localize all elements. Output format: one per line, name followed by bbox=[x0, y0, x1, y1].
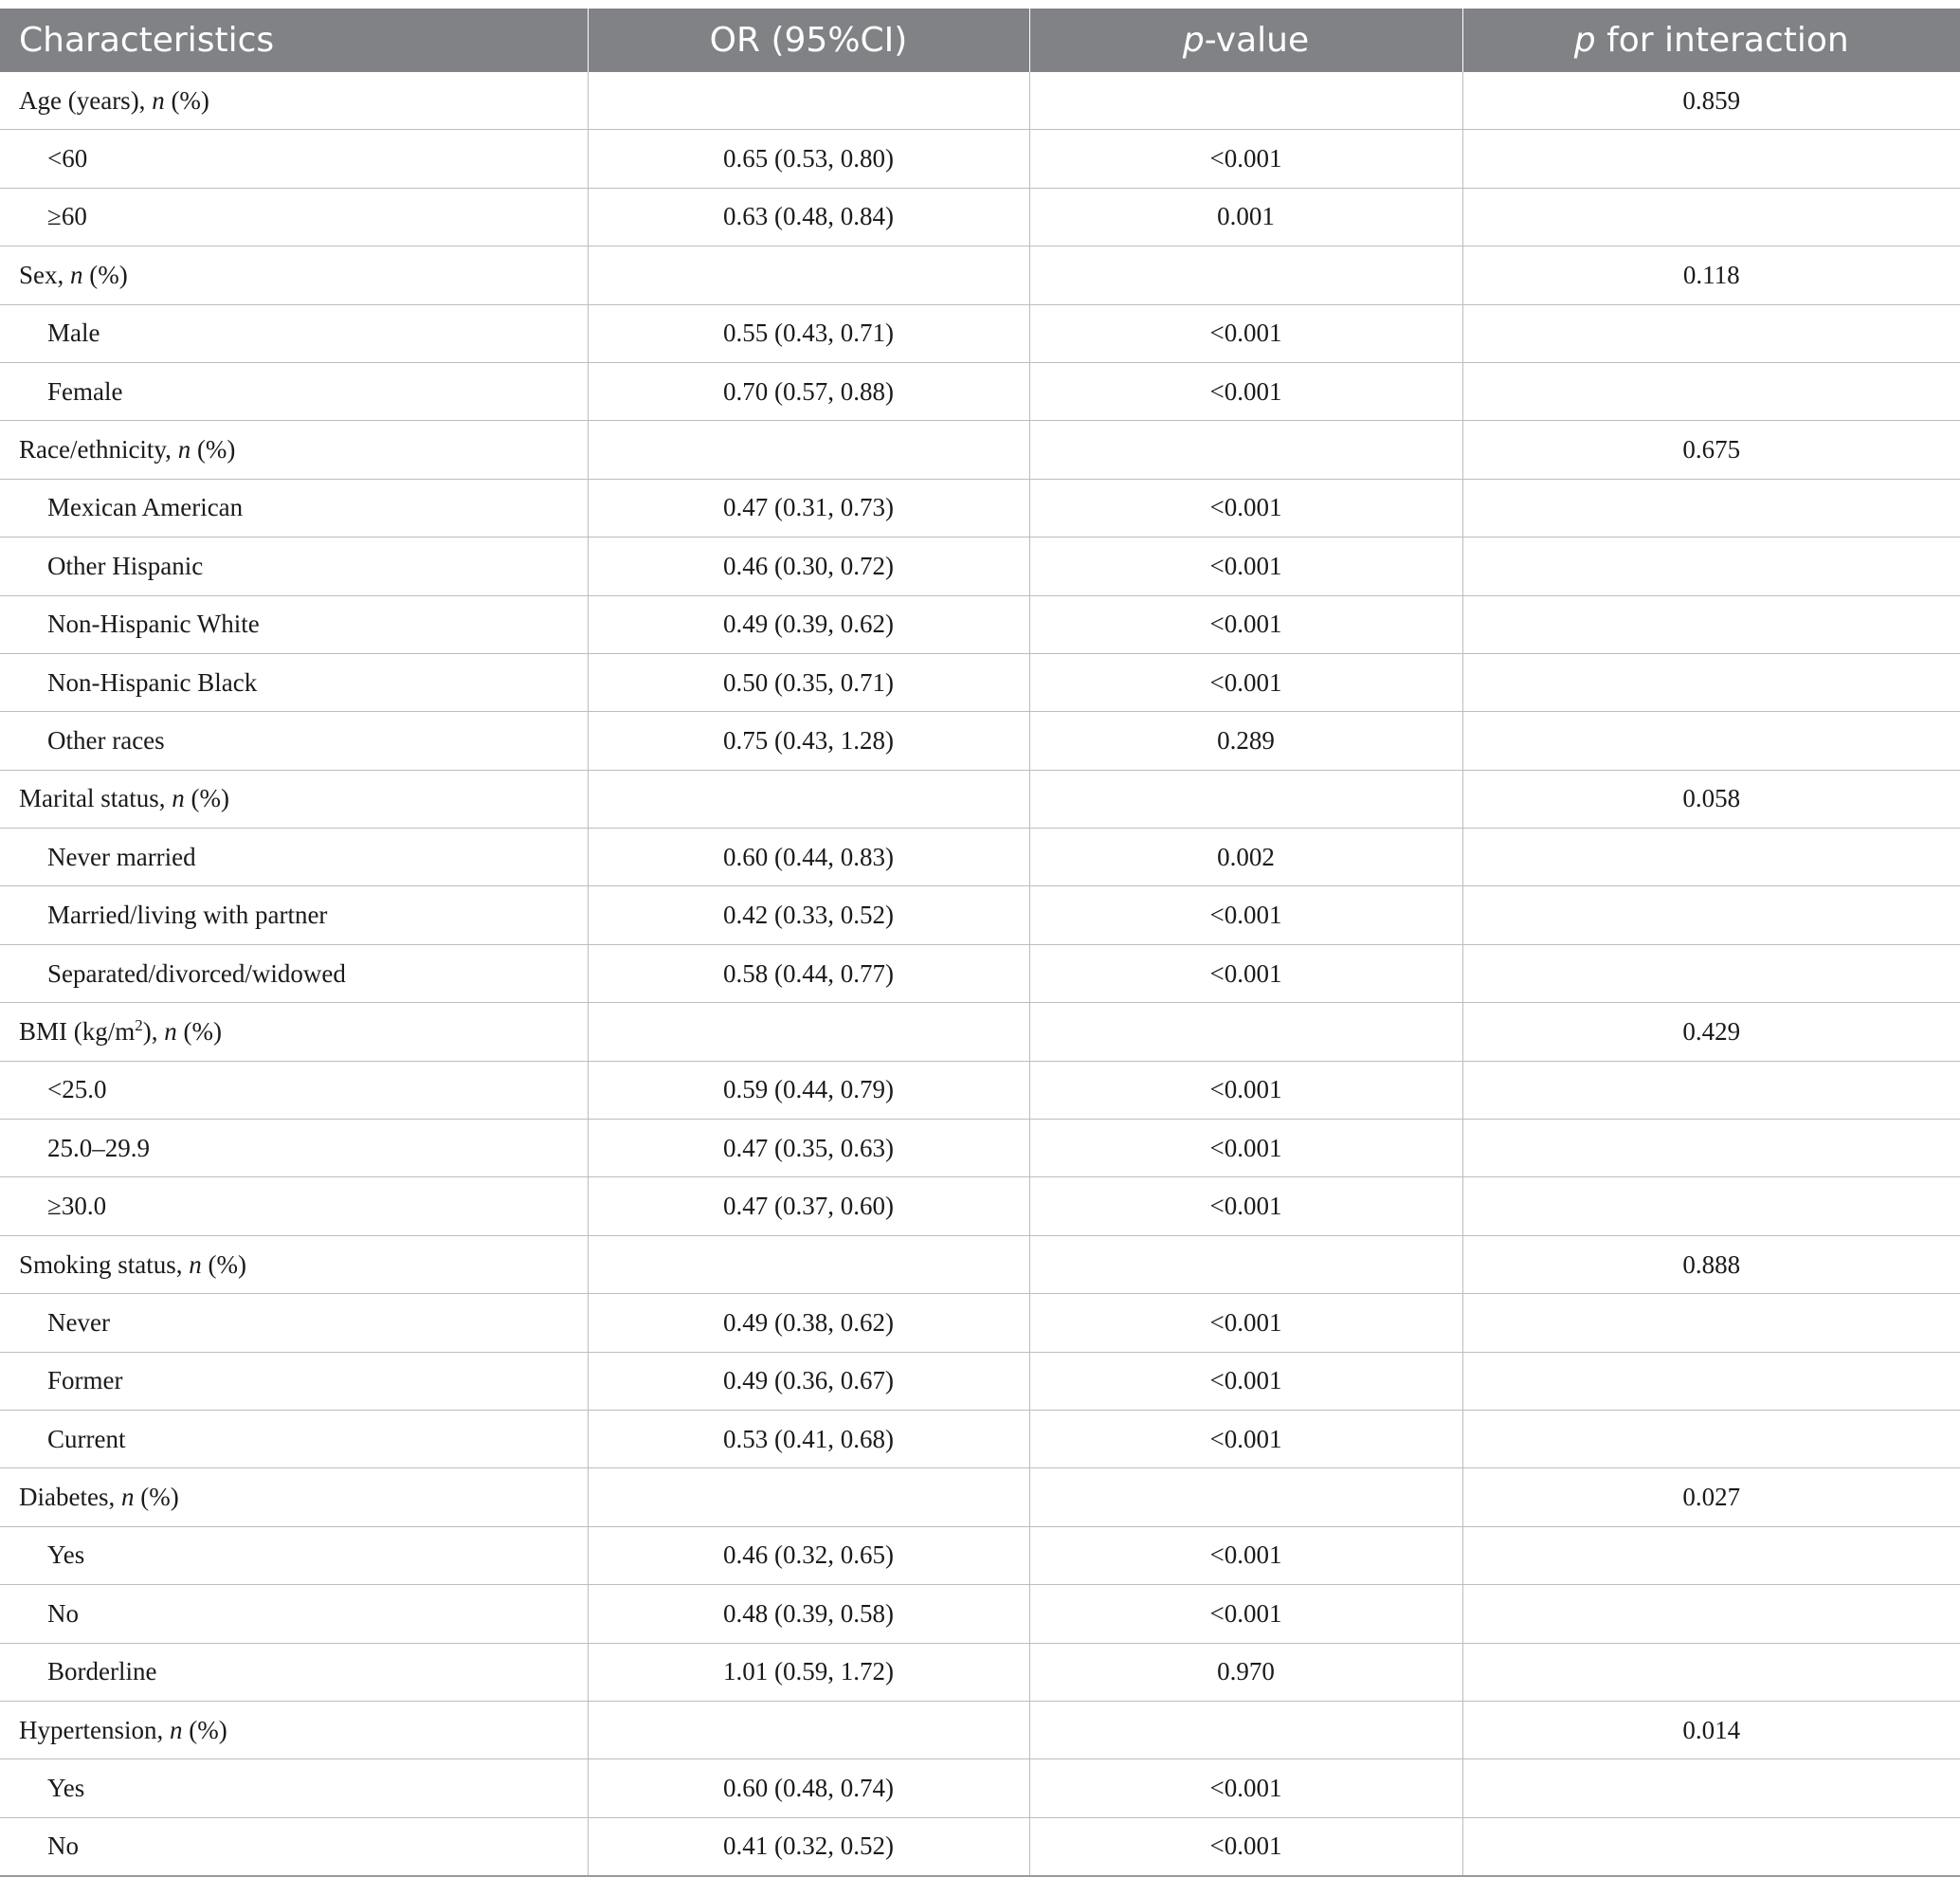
table-header-row bbox=[0, 9, 1960, 72]
cell-p-interaction bbox=[1462, 595, 1960, 653]
characteristic-label: Non-Hispanic Black bbox=[47, 667, 258, 697]
cell-p-value: <0.001 bbox=[1029, 1759, 1462, 1817]
table-group-row bbox=[0, 246, 1960, 304]
cell-or: 0.47 (0.31, 0.73) bbox=[588, 479, 1029, 537]
characteristic-label: Smoking status, bbox=[19, 1249, 190, 1279]
table-row bbox=[0, 595, 1960, 653]
cell-characteristic bbox=[0, 1585, 588, 1643]
cell-p-interaction bbox=[1462, 1526, 1960, 1584]
cell-characteristic bbox=[0, 246, 588, 304]
cell-characteristic bbox=[0, 1817, 588, 1876]
characteristic-label: Race/ethnicity, bbox=[19, 435, 178, 465]
percent-symbol: (%) bbox=[184, 784, 229, 813]
characteristic-label: Hypertension, bbox=[19, 1715, 170, 1744]
cell-p-value bbox=[1029, 1468, 1462, 1526]
table-body bbox=[0, 72, 1960, 1876]
cell-characteristic bbox=[0, 188, 588, 246]
n-symbol: n bbox=[120, 1483, 135, 1512]
cell-p-value: <0.001 bbox=[1029, 1352, 1462, 1410]
results-table-container bbox=[0, 9, 1960, 1877]
cell-characteristic bbox=[0, 130, 588, 188]
cell-p-interaction bbox=[1462, 653, 1960, 711]
cell-p-interaction: 0.888 bbox=[1462, 1235, 1960, 1293]
cell-p-value: <0.001 bbox=[1029, 362, 1462, 420]
table-row bbox=[0, 362, 1960, 420]
cell-p-interaction bbox=[1462, 362, 1960, 420]
cell-p-interaction bbox=[1462, 1410, 1960, 1467]
cell-p-interaction bbox=[1462, 304, 1960, 362]
cell-p-interaction bbox=[1462, 1120, 1960, 1177]
percent-symbol: (%) bbox=[164, 85, 209, 115]
characteristic-label: No bbox=[47, 1831, 79, 1861]
header-characteristics: Characteristics bbox=[0, 9, 588, 72]
cell-characteristic bbox=[0, 712, 588, 770]
cell-p-value: <0.001 bbox=[1029, 595, 1462, 653]
cell-or: 0.49 (0.38, 0.62) bbox=[588, 1294, 1029, 1352]
n-symbol: n bbox=[189, 1249, 202, 1279]
cell-or bbox=[588, 421, 1029, 479]
cell-p-interaction bbox=[1462, 1817, 1960, 1876]
table-row bbox=[0, 1585, 1960, 1643]
cell-or: 0.58 (0.44, 0.77) bbox=[588, 944, 1029, 1002]
cell-p-interaction bbox=[1462, 712, 1960, 770]
cell-p-value bbox=[1029, 1003, 1462, 1061]
characteristic-label: BMI (kg/m bbox=[19, 1016, 136, 1046]
cell-p-value: <0.001 bbox=[1029, 1410, 1462, 1467]
percent-symbol: (%) bbox=[176, 1016, 222, 1046]
cell-p-interaction bbox=[1462, 1643, 1960, 1701]
superscript: 2 bbox=[135, 1015, 143, 1034]
cell-p-value: 0.002 bbox=[1029, 829, 1462, 886]
cell-characteristic bbox=[0, 886, 588, 944]
cell-p-value bbox=[1029, 1701, 1462, 1758]
cell-p-interaction bbox=[1462, 130, 1960, 188]
cell-p-interaction bbox=[1462, 1352, 1960, 1410]
cell-p-interaction bbox=[1462, 1061, 1960, 1119]
cell-p-value: 0.289 bbox=[1029, 712, 1462, 770]
cell-or: 0.70 (0.57, 0.88) bbox=[588, 362, 1029, 420]
cell-p-value: <0.001 bbox=[1029, 944, 1462, 1002]
cell-p-interaction: 0.675 bbox=[1462, 421, 1960, 479]
table-row bbox=[0, 653, 1960, 711]
cell-characteristic bbox=[0, 421, 588, 479]
table-row bbox=[0, 1643, 1960, 1701]
characteristic-label: Yes bbox=[47, 1774, 85, 1803]
characteristic-label: Never married bbox=[47, 842, 196, 871]
characteristic-label: Male bbox=[47, 319, 100, 348]
table-row bbox=[0, 1352, 1960, 1410]
cell-or: 0.47 (0.35, 0.63) bbox=[588, 1120, 1029, 1177]
characteristic-label: ≥30.0 bbox=[47, 1192, 107, 1221]
cell-or bbox=[588, 1003, 1029, 1061]
cell-characteristic bbox=[0, 479, 588, 537]
cell-p-value: <0.001 bbox=[1029, 1120, 1462, 1177]
characteristic-label: Age (years), bbox=[19, 85, 153, 115]
table-row bbox=[0, 829, 1960, 886]
table-row bbox=[0, 1410, 1960, 1467]
percent-symbol: (%) bbox=[134, 1483, 179, 1512]
cell-p-interaction: 0.859 bbox=[1462, 72, 1960, 130]
cell-characteristic bbox=[0, 1643, 588, 1701]
cell-p-interaction bbox=[1462, 538, 1960, 595]
characteristic-label: Non-Hispanic White bbox=[47, 610, 260, 639]
characteristic-label: Never bbox=[47, 1307, 110, 1337]
header-p-symbol: p bbox=[1182, 21, 1205, 60]
cell-p-interaction: 0.058 bbox=[1462, 770, 1960, 828]
characteristic-label: Female bbox=[47, 376, 123, 406]
cell-p-value: <0.001 bbox=[1029, 1294, 1462, 1352]
table-row bbox=[0, 1294, 1960, 1352]
cell-characteristic bbox=[0, 1294, 588, 1352]
n-symbol: n bbox=[169, 1715, 183, 1744]
cell-or: 0.65 (0.53, 0.80) bbox=[588, 130, 1029, 188]
cell-p-value: 0.970 bbox=[1029, 1643, 1462, 1701]
cell-or bbox=[588, 1235, 1029, 1293]
table-row bbox=[0, 1177, 1960, 1235]
table-group-row bbox=[0, 1701, 1960, 1758]
cell-p-interaction: 0.429 bbox=[1462, 1003, 1960, 1061]
cell-characteristic bbox=[0, 770, 588, 828]
cell-p-interaction bbox=[1462, 1177, 1960, 1235]
characteristic-label: Current bbox=[47, 1424, 126, 1453]
cell-p-interaction bbox=[1462, 1759, 1960, 1817]
cell-or: 0.63 (0.48, 0.84) bbox=[588, 188, 1029, 246]
n-symbol: n bbox=[70, 260, 83, 289]
cell-or bbox=[588, 72, 1029, 130]
table-group-row bbox=[0, 1468, 1960, 1526]
characteristic-label: Separated/divorced/widowed bbox=[47, 958, 346, 988]
cell-or: 0.47 (0.37, 0.60) bbox=[588, 1177, 1029, 1235]
cell-or bbox=[588, 770, 1029, 828]
subgroup-analysis-table bbox=[0, 9, 1960, 1877]
cell-p-value: <0.001 bbox=[1029, 886, 1462, 944]
table-row bbox=[0, 538, 1960, 595]
header-pint-symbol: p bbox=[1573, 21, 1596, 60]
cell-characteristic bbox=[0, 944, 588, 1002]
cell-or: 0.42 (0.33, 0.52) bbox=[588, 886, 1029, 944]
cell-or: 0.49 (0.39, 0.62) bbox=[588, 595, 1029, 653]
characteristic-label: <25.0 bbox=[47, 1075, 107, 1104]
characteristic-label: ≥60 bbox=[47, 202, 87, 231]
cell-p-interaction bbox=[1462, 1294, 1960, 1352]
header-p-value bbox=[1029, 9, 1462, 72]
n-symbol: n bbox=[152, 85, 165, 115]
header-or: OR (95%CI) bbox=[588, 9, 1029, 72]
cell-characteristic bbox=[0, 1352, 588, 1410]
cell-or bbox=[588, 246, 1029, 304]
table-row bbox=[0, 479, 1960, 537]
cell-characteristic bbox=[0, 1061, 588, 1119]
cell-or: 0.60 (0.48, 0.74) bbox=[588, 1759, 1029, 1817]
table-group-row bbox=[0, 1235, 1960, 1293]
cell-or: 0.53 (0.41, 0.68) bbox=[588, 1410, 1029, 1467]
cell-characteristic bbox=[0, 362, 588, 420]
characteristic-label-suffix: ), bbox=[142, 1016, 165, 1046]
characteristic-label: Married/living with partner bbox=[47, 901, 328, 930]
cell-characteristic bbox=[0, 72, 588, 130]
table-row bbox=[0, 886, 1960, 944]
cell-or: 0.75 (0.43, 1.28) bbox=[588, 712, 1029, 770]
cell-p-value: <0.001 bbox=[1029, 1585, 1462, 1643]
cell-characteristic bbox=[0, 1526, 588, 1584]
cell-p-value: <0.001 bbox=[1029, 479, 1462, 537]
table-row bbox=[0, 1759, 1960, 1817]
cell-or bbox=[588, 1468, 1029, 1526]
table-row bbox=[0, 1526, 1960, 1584]
table-row bbox=[0, 130, 1960, 188]
cell-or: 0.50 (0.35, 0.71) bbox=[588, 653, 1029, 711]
characteristic-label: No bbox=[47, 1598, 79, 1628]
cell-or: 0.48 (0.39, 0.58) bbox=[588, 1585, 1029, 1643]
table-group-row bbox=[0, 770, 1960, 828]
cell-p-value: <0.001 bbox=[1029, 130, 1462, 188]
percent-symbol: (%) bbox=[201, 1249, 247, 1279]
cell-characteristic bbox=[0, 1759, 588, 1817]
cell-p-interaction: 0.027 bbox=[1462, 1468, 1960, 1526]
cell-characteristic bbox=[0, 1468, 588, 1526]
cell-p-interaction bbox=[1462, 829, 1960, 886]
characteristic-label: Marital status, bbox=[19, 784, 172, 813]
table-row bbox=[0, 944, 1960, 1002]
cell-characteristic bbox=[0, 304, 588, 362]
cell-or: 0.55 (0.43, 0.71) bbox=[588, 304, 1029, 362]
characteristic-label: Diabetes, bbox=[19, 1483, 121, 1512]
cell-characteristic bbox=[0, 1120, 588, 1177]
cell-p-value bbox=[1029, 770, 1462, 828]
table-row bbox=[0, 1817, 1960, 1876]
table-row bbox=[0, 712, 1960, 770]
cell-characteristic bbox=[0, 829, 588, 886]
cell-p-value: <0.001 bbox=[1029, 1177, 1462, 1235]
header-p-interaction bbox=[1462, 9, 1960, 72]
cell-or: 0.60 (0.44, 0.83) bbox=[588, 829, 1029, 886]
header-pint-suffix: for interaction bbox=[1595, 21, 1849, 60]
cell-characteristic bbox=[0, 1701, 588, 1758]
cell-characteristic bbox=[0, 1410, 588, 1467]
cell-p-value bbox=[1029, 72, 1462, 130]
cell-p-value bbox=[1029, 1235, 1462, 1293]
cell-p-interaction bbox=[1462, 479, 1960, 537]
cell-p-value: <0.001 bbox=[1029, 1817, 1462, 1876]
cell-p-interaction: 0.118 bbox=[1462, 246, 1960, 304]
cell-p-interaction: 0.014 bbox=[1462, 1701, 1960, 1758]
characteristic-label: <60 bbox=[47, 144, 88, 173]
cell-or: 1.01 (0.59, 1.72) bbox=[588, 1643, 1029, 1701]
cell-characteristic bbox=[0, 653, 588, 711]
n-symbol: n bbox=[172, 784, 185, 813]
cell-p-interaction bbox=[1462, 944, 1960, 1002]
cell-or: 0.41 (0.32, 0.52) bbox=[588, 1817, 1029, 1876]
table-row bbox=[0, 188, 1960, 246]
cell-characteristic bbox=[0, 1235, 588, 1293]
characteristic-label: Former bbox=[47, 1366, 123, 1395]
table-row bbox=[0, 1120, 1960, 1177]
percent-symbol: (%) bbox=[191, 435, 236, 465]
cell-or: 0.46 (0.32, 0.65) bbox=[588, 1526, 1029, 1584]
cell-or bbox=[588, 1701, 1029, 1758]
cell-or: 0.49 (0.36, 0.67) bbox=[588, 1352, 1029, 1410]
cell-p-interaction bbox=[1462, 886, 1960, 944]
characteristic-label: Other Hispanic bbox=[47, 551, 204, 580]
cell-characteristic bbox=[0, 1177, 588, 1235]
percent-symbol: (%) bbox=[182, 1715, 227, 1744]
n-symbol: n bbox=[164, 1016, 177, 1046]
percent-symbol: (%) bbox=[82, 260, 128, 289]
characteristic-label: Mexican American bbox=[47, 493, 244, 522]
cell-p-value: <0.001 bbox=[1029, 653, 1462, 711]
cell-or: 0.46 (0.30, 0.72) bbox=[588, 538, 1029, 595]
characteristic-label: Other races bbox=[47, 725, 165, 755]
table-row bbox=[0, 304, 1960, 362]
table-group-row bbox=[0, 421, 1960, 479]
characteristic-label: 25.0–29.9 bbox=[47, 1133, 150, 1162]
table-group-row bbox=[0, 72, 1960, 130]
header-p-suffix: -value bbox=[1204, 21, 1310, 60]
characteristic-label: Borderline bbox=[47, 1657, 157, 1686]
cell-p-value: <0.001 bbox=[1029, 1061, 1462, 1119]
cell-p-value bbox=[1029, 246, 1462, 304]
cell-p-value: <0.001 bbox=[1029, 538, 1462, 595]
n-symbol: n bbox=[177, 435, 191, 465]
cell-p-value: <0.001 bbox=[1029, 304, 1462, 362]
cell-p-interaction bbox=[1462, 1585, 1960, 1643]
cell-p-value: 0.001 bbox=[1029, 188, 1462, 246]
table-row bbox=[0, 1061, 1960, 1119]
cell-characteristic bbox=[0, 595, 588, 653]
cell-characteristic bbox=[0, 538, 588, 595]
characteristic-label: Yes bbox=[47, 1540, 85, 1570]
table-group-row bbox=[0, 1003, 1960, 1061]
cell-p-interaction bbox=[1462, 188, 1960, 246]
cell-or: 0.59 (0.44, 0.79) bbox=[588, 1061, 1029, 1119]
characteristic-label: Sex, bbox=[19, 260, 70, 289]
cell-p-value: <0.001 bbox=[1029, 1526, 1462, 1584]
cell-characteristic bbox=[0, 1003, 588, 1061]
cell-p-value bbox=[1029, 421, 1462, 479]
